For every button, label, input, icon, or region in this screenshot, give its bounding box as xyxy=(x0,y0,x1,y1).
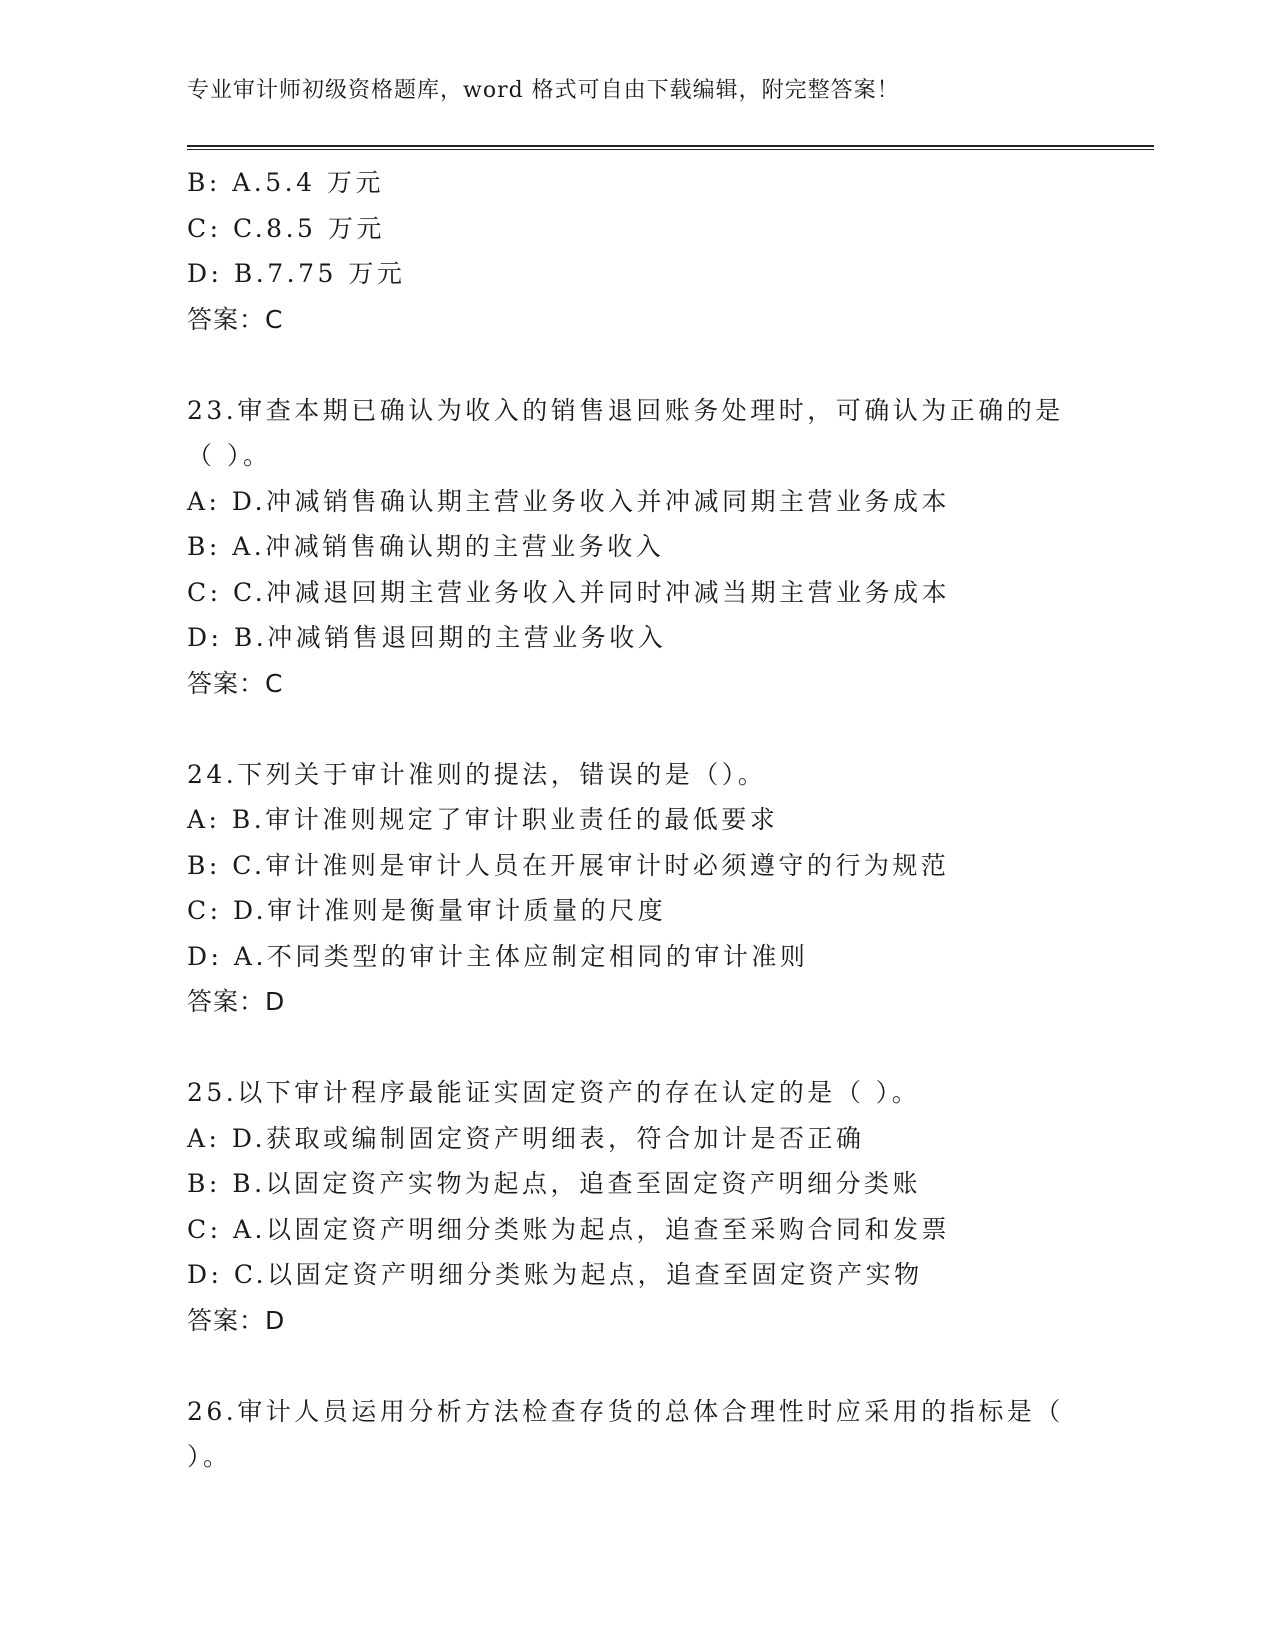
header-rule-thin xyxy=(187,149,1154,150)
answer: 答案：C xyxy=(187,304,284,334)
option-c: C: D.审计准则是衡量审计质量的尺度 xyxy=(187,896,667,925)
question-26 xyxy=(187,1389,1154,1480)
option-d: D: C.以固定资产明细分类账为起点，追查至固定资产实物 xyxy=(187,1260,923,1289)
question-25 xyxy=(187,1070,1154,1343)
option-d: D: B.7.75 万元 xyxy=(187,259,406,288)
question-23 xyxy=(187,388,1154,707)
option-b: B: C.审计准则是审计人员在开展审计时必须遵守的行为规范 xyxy=(187,850,950,880)
question-24 xyxy=(187,752,1154,1025)
spacer xyxy=(187,706,1154,752)
option-c: C: C.8.5 万元 xyxy=(187,213,385,243)
question-stem: 24.下列关于审计准则的提法，错误的是（）。 xyxy=(187,759,767,789)
question-stem-continued: （ ）。 xyxy=(187,441,272,470)
spacer xyxy=(187,342,1154,388)
option-b: B: A.冲减销售确认期的主营业务收入 xyxy=(187,532,665,561)
option-a: A: D.获取或编制固定资产明细表，符合加计是否正确 xyxy=(187,1123,865,1153)
option-c: C: C.冲减退回期主营业务收入并同时冲减当期主营业务成本 xyxy=(187,577,951,607)
question-stem: 23.审查本期已确认为收入的销售退回账务处理时，可确认为正确的是 xyxy=(187,395,1064,425)
question-stem: 25.以下审计程序最能证实固定资产的存在认定的是（ ）。 xyxy=(187,1078,921,1107)
question-stem-continued: ）。 xyxy=(187,1442,232,1471)
option-c: C: A.以固定资产明细分类账为起点，追查至采购合同和发票 xyxy=(187,1214,951,1244)
header-rule xyxy=(187,145,1154,147)
option-d: D: B.冲减销售退回期的主营业务收入 xyxy=(187,623,667,652)
answer: 答案：C xyxy=(187,668,284,698)
question-22-tail xyxy=(187,160,1154,342)
question-content xyxy=(187,160,1154,1480)
spacer xyxy=(187,1025,1154,1071)
page-header: 专业审计师初级资格题库，word 格式可自由下载编辑，附完整答案！ xyxy=(187,78,900,103)
option-a: A: D.冲减销售确认期主营业务收入并冲减同期主营业务成本 xyxy=(187,486,951,516)
answer: 答案：D xyxy=(187,987,286,1016)
question-stem: 26.审计人员运用分析方法检查存货的总体合理性时应采用的指标是（ xyxy=(187,1396,1064,1426)
option-b: B: B.以固定资产实物为起点，追查至固定资产明细分类账 xyxy=(187,1169,922,1198)
spacer xyxy=(187,1343,1154,1389)
answer: 答案：D xyxy=(187,1305,286,1335)
option-d: D: A.不同类型的审计主体应制定相同的审计准则 xyxy=(187,941,809,971)
option-b: B: A.5.4 万元 xyxy=(187,168,384,197)
option-a: A: B.审计准则规定了审计职业责任的最低要求 xyxy=(187,805,779,834)
